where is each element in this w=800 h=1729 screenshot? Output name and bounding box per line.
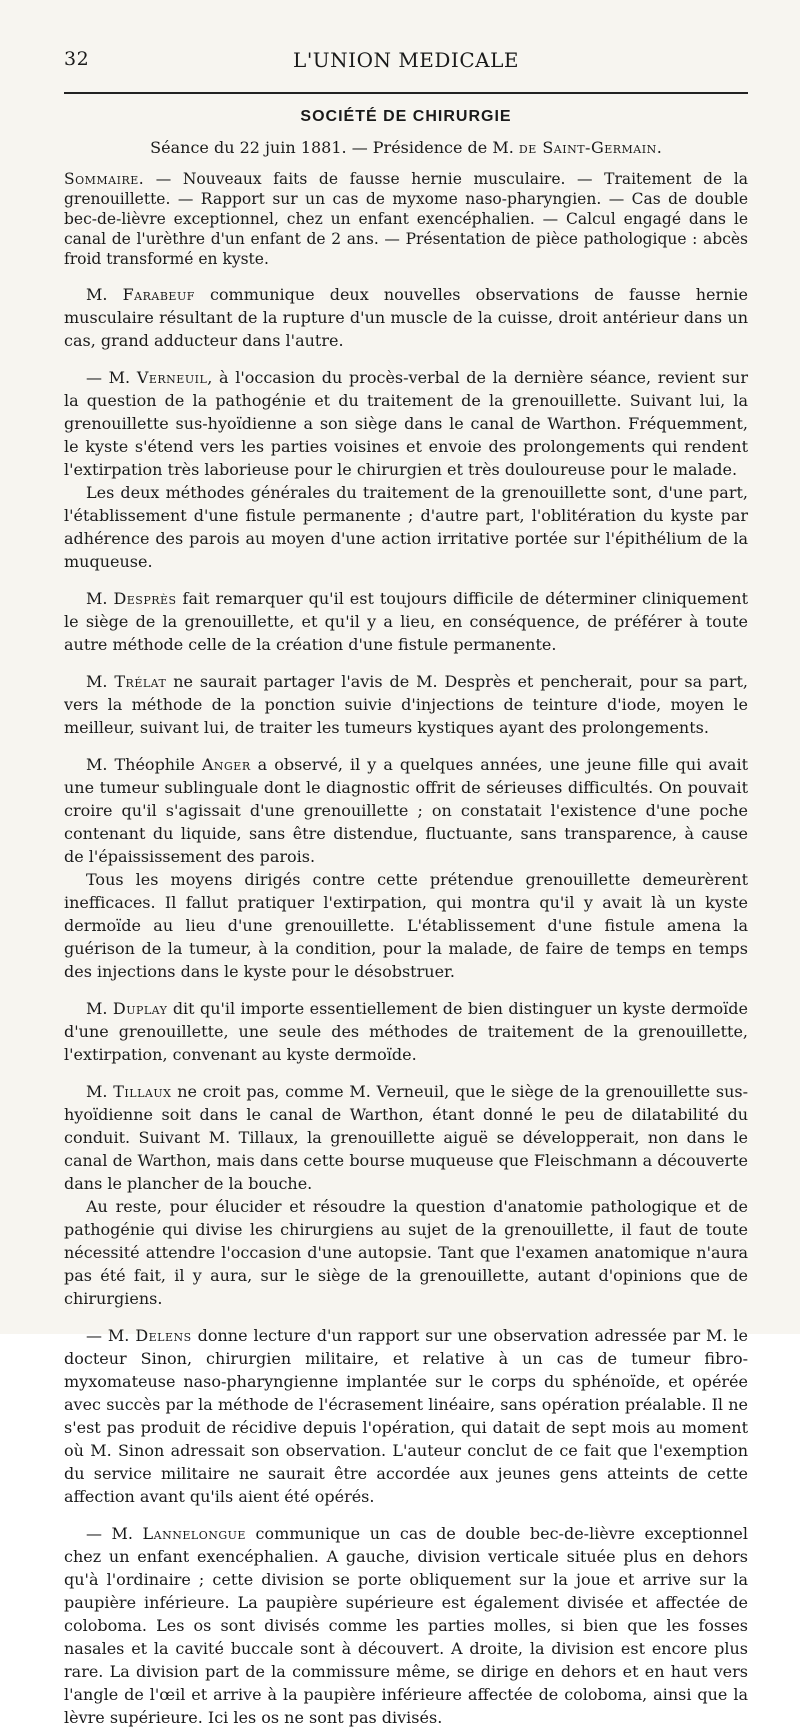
paragraph-text: fait remarquer qu'il est toujours difficile de déterminer cliniquement le siège de la grenouillette, et qu'il y a lieu, en conséquence, de préférer à toute autre méthode celle de la création d'une fistule permanente. — [64, 589, 748, 654]
session-prefix: Séance du 22 juin 1881. — Présidence de M. — [150, 138, 514, 157]
speaker-name: Delens — [135, 1326, 192, 1345]
paragraph — [64, 670, 748, 739]
paragraph — [64, 587, 748, 656]
paragraph-prefix: M. Théophile — [86, 755, 202, 774]
summary-label: Sommaire. — [64, 170, 145, 188]
session-president: de Saint-Germain — [518, 138, 657, 157]
paragraph-text: Tous les moyens dirigés contre cette prétendue grenouillette demeurèrent inefficaces. Il fallut pratiquer l'extirpation, qui montra qu'il y avait là un kyste dermoïde au lieu d'une grenouillette. L'établissement d'une fistule amena la guérison de la tumeur, à la condition, pour la malade, de faire de temps en temps des injections dans le kyste pour le désobstruer. — [64, 870, 748, 981]
paragraph-text: Les deux méthodes générales du traitement de la grenouillette sont, d'une part, l'établissement d'une fistule permanente ; d'autre part, l'oblitération du kyste par adhérence des parois au moyen d'une action irritative portée sur l'épithélium de la muqueuse. — [64, 483, 748, 571]
paragraph — [64, 1522, 748, 1729]
speaker-name: Duplay — [112, 999, 168, 1018]
speaker-name: Anger — [201, 755, 251, 774]
session-line — [64, 138, 748, 157]
summary — [64, 169, 748, 269]
summary-text: — Nouveaux faits de fausse hernie musculaire. — Traitement de la grenouillette. — Rapport sur un cas de myxome naso-pharyngien. — Cas de double bec-de-lièvre exceptionnel, chez un enfant exencéphalien. — Calcul engagé dans le canal de l'urèthre d'un enfant de 2 ans. — Présentation de pièce pathologique : abcès froid transformé en kyste. — [64, 170, 748, 268]
paragraph — [64, 481, 748, 573]
paragraph-text: dit qu'il importe essentiellement de bien distinguer un kyste dermoïde d'une grenouillette, une seule des méthodes de traitement de la grenouillette, l'extirpation, convenant au kyste dermoïde. — [64, 999, 749, 1064]
page-header — [64, 44, 748, 72]
speaker-name: Verneuil — [136, 368, 208, 387]
journal-title: L'UNION MEDICALE — [293, 48, 519, 72]
paragraph-text: Au reste, pour élucider et résoudre la question d'anatomie pathologique et de pathogénie qui divise les chirurgiens au sujet de la grenouillette, il faut de toute nécessité attendre l'occasion d'une autopsie. Tant que l'examen anatomique n'aura pas été fait, il y aura, sur le siège de la grenouillette, autant d'opinions que de chirurgiens. — [64, 1197, 748, 1308]
paragraph-text: communique deux nouvelles observations de fausse hernie musculaire résultant de la rupture d'un muscle de la cuisse, droit antérieur dans un cas, grand adducteur dans l'autre. — [64, 285, 748, 350]
paragraph-prefix: M. — [86, 285, 123, 304]
paragraph-prefix: — M. — [86, 1326, 136, 1345]
header-rule — [64, 92, 748, 94]
page-number: 32 — [64, 48, 90, 70]
paragraph-text: ne saurait partager l'avis de M. Desprès et pencherait, pour sa part, vers la méthode de la ponction suivie d'injections de teinture d'iode, moyen le meilleur, suivant lui, de traiter les tumeurs kystiques ayant des prolongements. — [64, 672, 748, 737]
paragraph-prefix: M. — [86, 672, 115, 691]
speaker-name: Farabeuf — [122, 285, 195, 304]
paragraph — [64, 997, 748, 1066]
session-suffix: . — [656, 138, 662, 157]
paragraph — [64, 1195, 748, 1310]
paragraph-prefix: — M. — [86, 368, 137, 387]
speaker-name: Trélat — [114, 672, 167, 691]
paragraph-prefix: M. — [86, 999, 113, 1018]
paragraph-prefix: — M. — [86, 1524, 143, 1543]
paragraph-text: communique un cas de double bec-de-lièvre exceptionnel chez un enfant exencéphalien. A gauche, division verticale située plus en dehors qu'à l'ordinaire ; cette division se porte obliquement sur la joue et arrive sur la paupière inférieure. La paupière supérieure est également divisée et affectée de coloboma. Les os sont divisés comme les parties molles, si bien que les fosses nasales et la cavité buccale sont à découvert. A droite, la division est encore plus rare. La division part de la commissure même, se dirige en dehors et en haut vers l'angle de l'œil et arrive à la paupière inférieure affectée de coloboma, ainsi que la lèvre supérieure. Ici les os ne sont pas divisés. — [64, 1524, 748, 1727]
section-title: SOCIÉTÉ DE CHIRURGIE — [300, 108, 512, 125]
paragraph — [64, 868, 748, 983]
paragraph — [64, 1324, 748, 1508]
paragraph-prefix: M. — [86, 1082, 114, 1101]
paragraph — [64, 753, 748, 868]
paragraph-text: donne lecture d'un rapport sur une observation adressée par M. le docteur Sinon, chirurgien militaire, et relative à un cas de tumeur fibro-myxomateuse naso-pharyngienne implantée sur le corps du sphénoïde, et opérée avec succès par la méthode de l'écrasement linéaire, sans opération préalable. Il ne s'est pas produit de récidive depuis l'opération, qui datait de sept mois au moment où M. Sinon adressait son observation. L'auteur conclut de ce fait que l'exemption du service militaire ne saurait être accordée aux jeunes gens atteints de cette affection avant qu'ils aient été opérés. — [64, 1326, 749, 1506]
paragraph-prefix: M. — [86, 589, 114, 608]
speaker-name: Lannelongue — [142, 1524, 246, 1543]
paragraph-text: a observé, il y a quelques années, une jeune fille qui avait une tumeur sublinguale dont le diagnostic offrit de sérieuses difficultés. On pouvait croire qu'il s'agissait d'une grenouillette ; on constatait l'existence d'une poche contenant du liquide, sans être distendue, fluctuante, sans transparence, à cause de l'épaississement des parois. — [64, 755, 749, 866]
article-body — [64, 283, 748, 1729]
paragraph — [64, 1080, 748, 1195]
speaker-name: Desprès — [113, 589, 177, 608]
paragraph — [64, 283, 748, 352]
paragraph — [64, 366, 748, 481]
paragraph-text: ne croit pas, comme M. Verneuil, que le siège de la grenouillette sus-hyoïdienne soit dans le canal de Warthon, étant donné le peu de dilatabilité du conduit. Suivant M. Tillaux, la grenouillette aiguë se développerait, non dans le canal de Warthon, mais dans cette bourse muqueuse que Fleischmann a découverte dans le plancher de la bouche. — [64, 1082, 748, 1193]
paragraph-text: , à l'occasion du procès-verbal de la dernière séance, revient sur la question de la pathogénie et du traitement de la grenouillette. Suivant lui, la grenouillette sus-hyoïdienne a son siège dans le canal de Warthon. Fréquemment, le kyste s'étend vers les parties voisines et envoie des prolongements qui rendent l'extirpation très laborieuse pour le chirurgien et très douloureuse pour le malade. — [64, 368, 749, 479]
speaker-name: Tillaux — [113, 1082, 172, 1101]
